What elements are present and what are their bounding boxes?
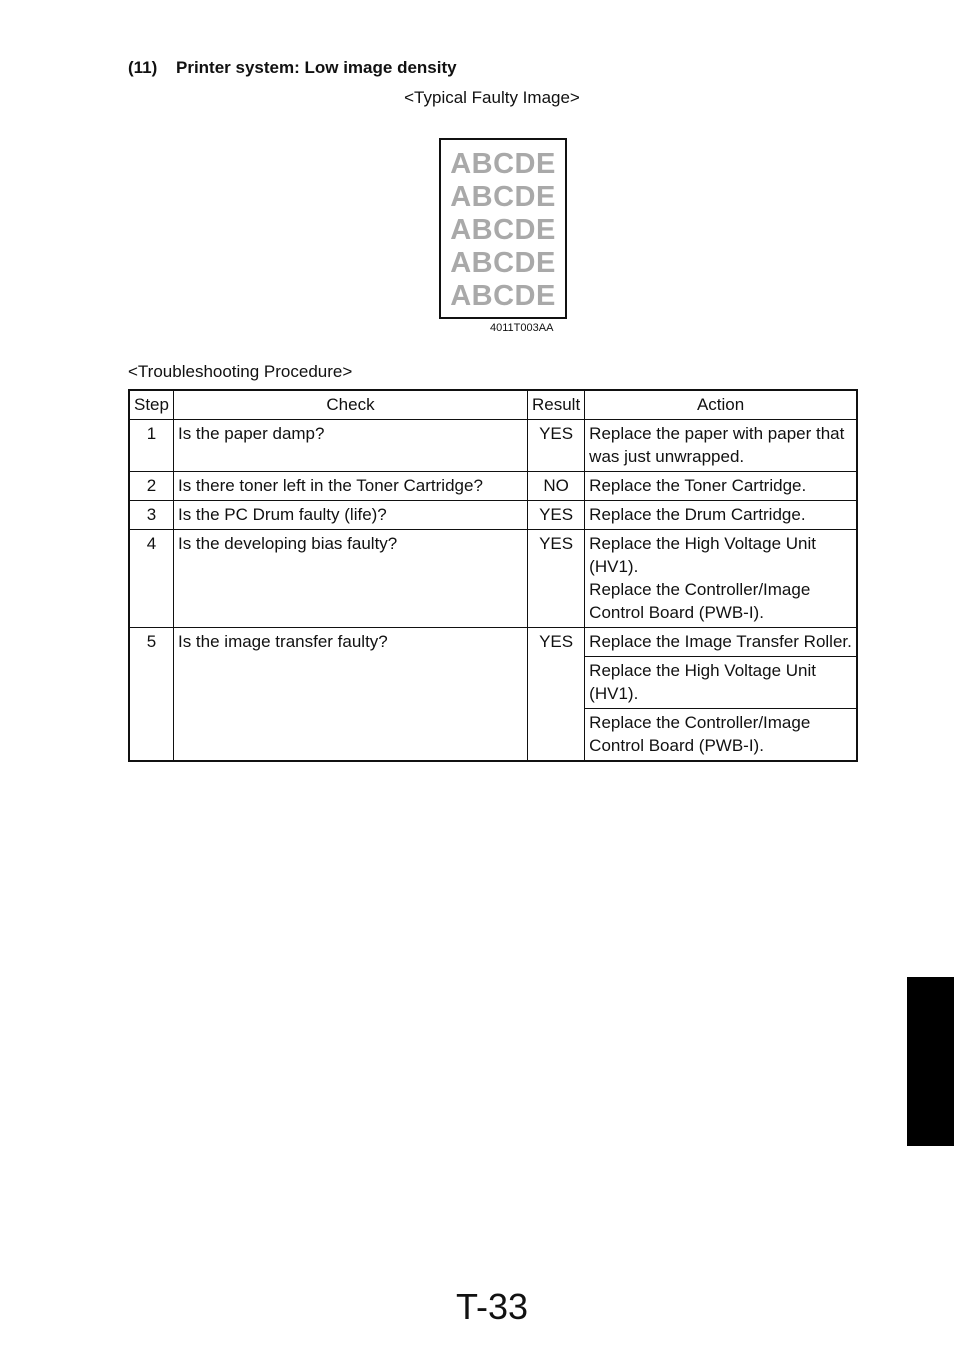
page-number: T-33 [455,1286,529,1327]
header-action: Action [585,390,857,420]
action-text: Replace the Controller/Image Control Board (PWB-I). [589,580,811,622]
check-cell: Is the paper damp? [173,420,527,472]
header-step: Step [129,390,173,420]
section-number: (11) [128,58,158,77]
result-cell: NO [527,472,584,501]
table-row [129,530,857,628]
header-result: Result [527,390,584,420]
result-cell: YES [527,501,584,530]
step-cell: 2 [129,472,173,501]
check-cell: Is the image transfer faulty? [173,628,527,762]
check-cell: Is the developing bias faulty? [173,530,527,628]
step-cell: 5 [129,628,173,762]
result-cell: YES [527,628,584,762]
section-heading [128,58,457,78]
table-header-row [129,390,857,420]
result-cell: YES [527,420,584,472]
header-check: Check [173,390,527,420]
sample-text-line: ABCDE [450,280,556,312]
action-cell [585,530,857,628]
check-cell: Is there toner left in the Toner Cartridge? [173,472,527,501]
action-cell: Replace the Image Transfer Roller. [585,628,857,657]
action-cell: Replace the paper with paper that was just unwrapped. [585,420,857,472]
table-row [129,501,857,530]
faulty-image-sample [439,138,567,319]
sample-text-line: ABCDE [450,181,556,213]
figure-caption: <Typical Faulty Image> [404,88,580,107]
result-cell: YES [527,530,584,628]
action-cell: Replace the High Voltage Unit (HV1). [585,657,857,709]
procedure-caption: <Troubleshooting Procedure> [128,362,353,381]
check-cell: Is the PC Drum faulty (life)? [173,501,527,530]
action-text: Replace the High Voltage Unit (HV1). [589,534,816,576]
action-cell: Replace the Controller/Image Control Board (PWB-I). [585,709,857,762]
action-cell: Replace the Toner Cartridge. [585,472,857,501]
table-row [129,420,857,472]
action-cell: Replace the Drum Cartridge. [585,501,857,530]
chapter-thumb-tab [907,977,954,1146]
sample-text-line: ABCDE [450,247,556,279]
step-cell: 4 [129,530,173,628]
sample-text-line: ABCDE [450,148,556,180]
sample-text-line: ABCDE [450,214,556,246]
section-title: Printer system: Low image density [176,58,457,77]
troubleshooting-table [128,389,858,762]
table-row [129,628,857,657]
step-cell: 3 [129,501,173,530]
table-row [129,472,857,501]
step-cell: 1 [129,420,173,472]
figure-code: 4011T003AA [490,322,554,334]
